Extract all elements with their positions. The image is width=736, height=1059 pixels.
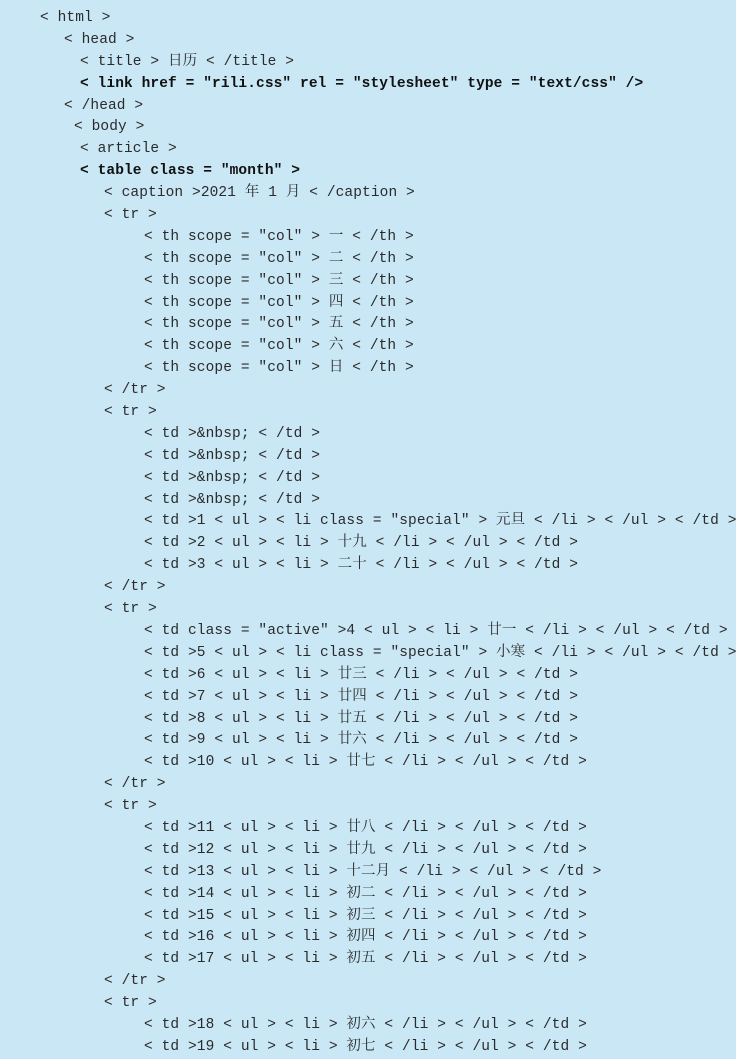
- code-line: < td >&nbsp; < /td >: [144, 491, 321, 508]
- code-line: < td >8 < ul > < li > 廿五 < /li > < /ul > < /td >: [144, 710, 579, 727]
- code-line: < title > 日历 < /title >: [80, 53, 295, 70]
- code-line: < tr >: [104, 601, 157, 618]
- code-line: < /tr >: [104, 579, 166, 596]
- code-line: < tr >: [104, 995, 157, 1012]
- code-line: < td >5 < ul > < li class = "special" > 小寒 < /li > < /ul > < /td >: [144, 644, 736, 661]
- code-line: < td >10 < ul > < li > 廿七 < /li > < /ul > < /td >: [144, 754, 587, 771]
- code-line: < td >7 < ul > < li > 廿四 < /li > < /ul > < /td >: [144, 688, 579, 705]
- code-line: < th scope = "col" > 五 < /th >: [144, 316, 414, 333]
- code-line: < td >16 < ul > < li > 初四 < /li > < /ul > < /td >: [144, 929, 587, 946]
- code-line: < th scope = "col" > 六 < /th >: [144, 338, 414, 355]
- code-line: < link href = "rili.css" rel = "stylesheet" type = "text/css" />: [80, 75, 644, 92]
- code-line: < head >: [64, 31, 135, 48]
- code-line: < td >14 < ul > < li > 初二 < /li > < /ul > < /td >: [144, 885, 587, 902]
- code-line: < th scope = "col" > 四 < /th >: [144, 294, 414, 311]
- code-line: < body >: [74, 119, 145, 136]
- code-line: < td >&nbsp; < /td >: [144, 447, 321, 464]
- code-line: < td >2 < ul > < li > 十九 < /li > < /ul > < /td >: [144, 535, 579, 552]
- code-line: < td >&nbsp; < /td >: [144, 469, 321, 486]
- code-line: < /tr >: [104, 382, 166, 399]
- code-line: < html >: [40, 10, 111, 26]
- code-line: < td >18 < ul > < li > 初六 < /li > < /ul > < /td >: [144, 1016, 587, 1033]
- code-line: < td >&nbsp; < /td >: [144, 425, 321, 442]
- code-line: < tr >: [104, 404, 157, 421]
- code-line: < td >3 < ul > < li > 二十 < /li > < /ul > < /td >: [144, 557, 579, 574]
- code-line: < caption >2021 年 1 月 < /caption >: [104, 185, 415, 202]
- code-line: < table class = "month" >: [80, 163, 301, 180]
- code-line: < article >: [80, 141, 177, 158]
- code-line: < td >17 < ul > < li > 初五 < /li > < /ul > < /td >: [144, 951, 587, 968]
- code-line: < th scope = "col" > 二 < /th >: [144, 250, 414, 267]
- code-line: < td class = "active" >4 < ul > < li > 廿一 < /li > < /ul > < /td >: [144, 622, 728, 639]
- code-line: < td >15 < ul > < li > 初三 < /li > < /ul > < /td >: [144, 907, 587, 924]
- code-line: < /tr >: [104, 973, 166, 990]
- code-line: < /head >: [64, 97, 144, 114]
- code-line: < td >11 < ul > < li > 廿八 < /li > < /ul > < /td >: [144, 819, 587, 836]
- code-line: < td >1 < ul > < li class = "special" > 元旦 < /li > < /ul > < /td >: [144, 513, 736, 530]
- code-line: < td >6 < ul > < li > 廿三 < /li > < /ul > < /td >: [144, 666, 579, 683]
- code-line: < th scope = "col" > 三 < /th >: [144, 272, 414, 289]
- code-line: < td >12 < ul > < li > 廿九 < /li > < /ul > < /td >: [144, 841, 587, 858]
- code-line: < th scope = "col" > 日 < /th >: [144, 360, 414, 377]
- code-line: < td >9 < ul > < li > 廿六 < /li > < /ul > < /td >: [144, 732, 579, 749]
- code-line: < tr >: [104, 798, 157, 815]
- code-line: < td >19 < ul > < li > 初七 < /li > < /ul > < /td >: [144, 1038, 587, 1055]
- code-line: < td >13 < ul > < li > 十二月 < /li > < /ul > < /td >: [144, 863, 602, 880]
- code-line: < /tr >: [104, 776, 166, 793]
- code-line: < th scope = "col" > 一 < /th >: [144, 228, 414, 245]
- code-line: < tr >: [104, 207, 157, 224]
